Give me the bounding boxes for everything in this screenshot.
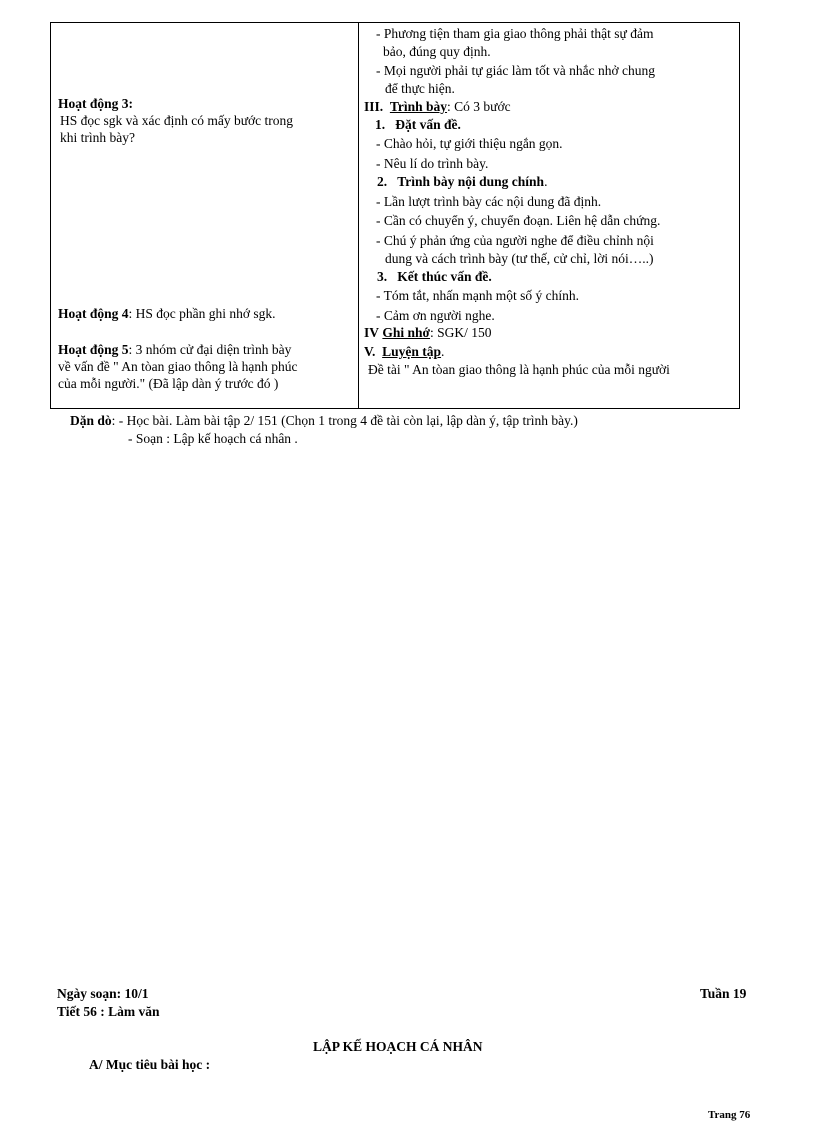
step-2-item: - Chú ý phản ứng của người nghe để điều chỉnh nội <box>376 233 654 248</box>
activity4-title: Hoạt động 4 <box>58 306 129 321</box>
activity3-text-1: HS đọc sgk và xác định có mấy bước trong <box>60 113 294 128</box>
prep-date <box>57 986 149 1002</box>
step-1-number: 1. <box>375 117 386 132</box>
lesson-title: LẬP KẾ HOẠCH CÁ NHÂN <box>313 1039 483 1054</box>
homework-line-1 <box>70 413 578 429</box>
homework-label: Dặn dò <box>70 413 112 428</box>
section-3-title: Trình bày <box>389 99 448 114</box>
step-2-title: Trình bày nội dung chính <box>397 174 545 189</box>
step-2-number: 2. <box>377 174 388 189</box>
activity5-line-1 <box>58 342 291 358</box>
section-5-title: Luyện tập <box>382 344 442 359</box>
section-5-heading <box>364 344 444 360</box>
step-3-number: 3. <box>377 269 388 284</box>
section-4-rest: : SGK/ 150 <box>430 325 492 340</box>
activity3-text-2: khi trình bày? <box>60 130 135 145</box>
section-3-number: III. <box>364 99 384 114</box>
step-1-item: - Chào hỏi, tự giới thiệu ngắn gọn. <box>376 136 563 151</box>
step-3-item: - Cảm ơn người nghe. <box>376 308 495 323</box>
week-label: Tuần 19 <box>700 986 747 1001</box>
step-3-title: Kết thúc vấn đề. <box>397 269 492 284</box>
safety-item-2-line-1: - Mọi người phải tự giác làm tốt và nhắc nhở chung <box>376 63 655 78</box>
homework-line-2: - Soạn : Lập kế hoạch cá nhân . <box>128 431 298 446</box>
safety-item-2-line-2: để thực hiện. <box>385 81 455 96</box>
activity5-text-3: của mỗi người." (Đã lập dàn ý trước đó ) <box>58 376 279 391</box>
safety-item-1-line-2: bảo, đúng quy định. <box>383 44 491 59</box>
activity5-text-1: : 3 nhóm cử đại diện trình bày <box>128 342 292 357</box>
activity4-text: : HS đọc phần ghi nhớ sgk. <box>128 306 276 321</box>
step-3-item: - Tóm tắt, nhấn mạnh một số ý chính. <box>376 288 579 303</box>
step-2-heading: 2. Trình bày nội dung chính. <box>377 174 548 189</box>
homework-text-1: : - Học bài. Làm bài tập 2/ 151 (Chọn 1 trong 4 đề tài còn lại, lập dàn ý, tập trình bày.) <box>111 413 578 428</box>
page-number: Trang 76 <box>708 1109 751 1121</box>
prep-date-value: 10/1 <box>121 986 149 1001</box>
activity4-line <box>58 306 276 322</box>
table-column-divider <box>358 22 359 409</box>
prep-date-label: Ngày soạn: <box>57 986 122 1001</box>
step-3-heading <box>377 269 492 285</box>
step-2-item: dung và cách trình bày (tư thế, cử chỉ, lời nói…..) <box>385 251 654 266</box>
step-2-item: - Cần có chuyển ý, chuyển đoạn. Liên hệ dẫn chứng. <box>376 213 661 228</box>
section-4-number: IV <box>364 325 380 340</box>
section-3-heading <box>364 99 511 115</box>
activity5-text-2: về vấn đề " An tòan giao thông là hạnh phúc <box>58 359 298 374</box>
step-2-item: - Lần lượt trình bày các nội dung đã định. <box>376 194 602 209</box>
section-4-heading <box>364 325 492 341</box>
safety-item-1-line-1: - Phương tiện tham gia giao thông phải thật sự đảm <box>376 26 654 41</box>
section-5-topic: Đề tài " An tòan giao thông là hạnh phúc của mỗi người <box>368 362 670 377</box>
period-label: Tiết 56 : Làm văn <box>57 1004 160 1019</box>
section-4-title: Ghi nhớ <box>382 325 431 340</box>
step-1-item: - Nêu lí do trình bày. <box>376 156 489 171</box>
step-1-title: Đặt vấn đề <box>395 117 458 132</box>
section-3-rest: : Có 3 bước <box>447 99 511 114</box>
objectives-heading: A/ Mục tiêu bài học : <box>89 1057 211 1072</box>
step-1-heading: 1. Đặt vấn đề. <box>375 117 461 132</box>
section-5-number: V. <box>364 344 376 359</box>
activity5-title: Hoạt động 5 <box>58 342 129 357</box>
section-5-rest: . <box>441 344 445 359</box>
activity3-title: Hoạt động 3: <box>58 96 134 111</box>
